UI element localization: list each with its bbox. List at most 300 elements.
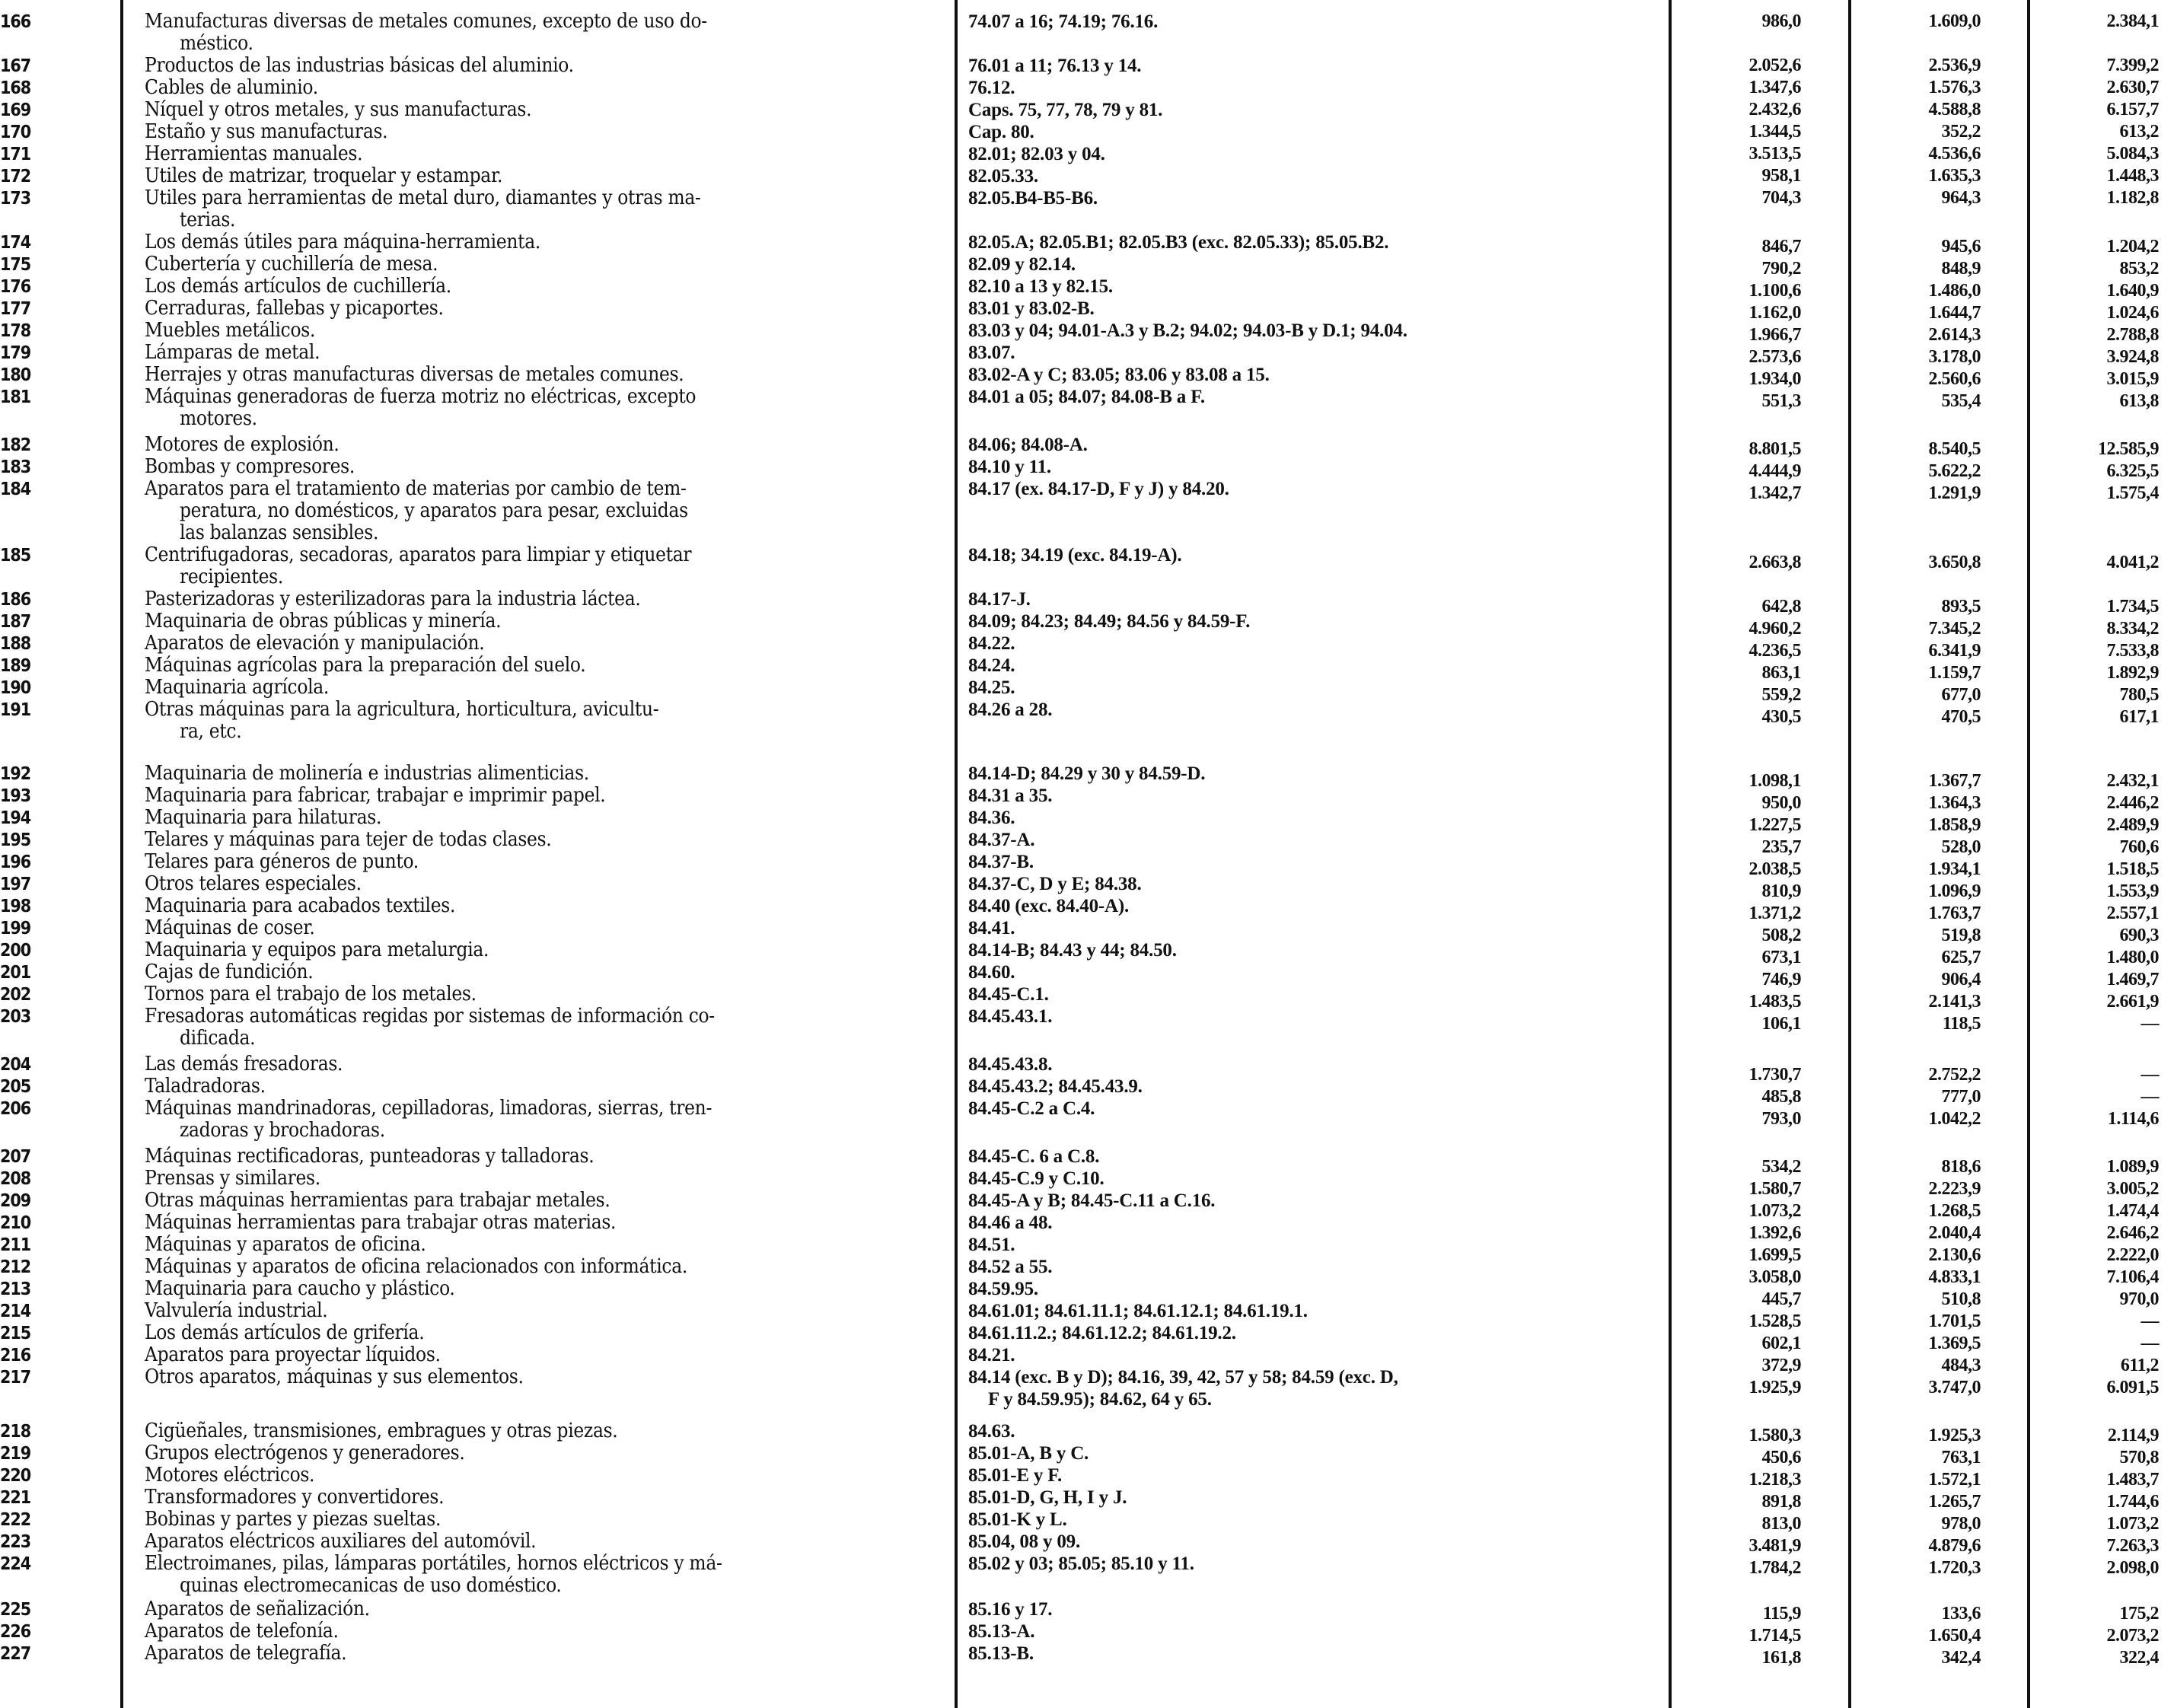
code-line: 84.17-J. — [968, 589, 1031, 610]
row-value-2: 2.752,2 — [1928, 1065, 1981, 1085]
row-value-2: 2.223,9 — [1928, 1179, 1981, 1199]
code-line: F y 84.59.95); 84.62, 64 y 65. — [988, 1389, 1212, 1410]
row-value-3: 1.892,9 — [2106, 663, 2159, 683]
row-description — [145, 231, 940, 253]
row-description — [145, 983, 940, 1005]
row-value-3: 2.489,9 — [2106, 815, 2159, 835]
row-value-1: 3.481,9 — [1748, 1536, 1801, 1556]
row-value-3: 322,4 — [2119, 1648, 2159, 1668]
code-line: 84.31 a 35. — [968, 785, 1053, 806]
row-value-2: 1.572,1 — [1928, 1470, 1981, 1490]
code-line: 84.25. — [968, 677, 1015, 698]
row-tariff-codes — [968, 895, 1653, 917]
row-tariff-codes — [968, 588, 1653, 610]
code-line: 84.51. — [968, 1235, 1015, 1255]
row-value-1: 950,0 — [1761, 793, 1801, 813]
row-value-1: 958,1 — [1761, 166, 1801, 186]
row-value-3: 2.222,0 — [2106, 1245, 2159, 1265]
desc-line: Maquinaria para caucho y plástico. — [145, 1277, 455, 1300]
desc-line: Pasterizadoras y esterilizadoras para la industria láctea. — [145, 588, 641, 610]
code-line: 84.21. — [968, 1345, 1015, 1365]
row-value-3: 1.734,5 — [2106, 597, 2159, 617]
row-value-2: 1.635,3 — [1928, 166, 1981, 186]
row-value-2: 1.934,1 — [1928, 859, 1981, 879]
row-value-3: 617,1 — [2119, 707, 2159, 727]
row-number: 172 — [0, 167, 31, 186]
row-description — [145, 11, 940, 55]
row-value-1: 813,0 — [1761, 1514, 1801, 1534]
row-value-2: 528,0 — [1941, 837, 1981, 857]
row-description — [145, 1005, 940, 1050]
row-value-3: 2.788,8 — [2106, 325, 2159, 345]
row-description — [145, 1366, 940, 1388]
desc-line: Maquinaria de obras públicas y minería. — [145, 610, 502, 633]
row-description — [145, 1420, 940, 1442]
row-number: 207 — [0, 1147, 31, 1167]
row-number: 200 — [0, 941, 31, 961]
row-value-2: 677,0 — [1941, 685, 1981, 705]
desc-line: Aparatos eléctricos auxiliares del automóvil. — [145, 1530, 537, 1553]
row-value-2: 848,9 — [1941, 259, 1981, 279]
row-tariff-codes — [968, 917, 1653, 939]
code-line: 84.17 (ex. 84.17-D, F y J) y 84.20. — [968, 479, 1229, 499]
row-tariff-codes — [968, 1420, 1653, 1442]
row-value-1: 1.699,5 — [1748, 1245, 1801, 1265]
row-tariff-codes — [968, 364, 1653, 386]
row-value-2: 1.701,5 — [1928, 1311, 1981, 1331]
row-value-1: 3.058,0 — [1748, 1267, 1801, 1287]
desc-line: peratura, no domésticos, y aparatos para pesar, excluidas — [180, 499, 688, 522]
row-tariff-codes — [968, 143, 1653, 165]
row-description — [145, 851, 940, 873]
desc-line: Motores eléctricos. — [145, 1464, 315, 1487]
desc-line: Grupos electrógenos y generadores. — [145, 1442, 465, 1464]
row-value-1: 790,2 — [1761, 259, 1801, 279]
row-value-3: 853,2 — [2119, 259, 2159, 279]
code-line: 84.45-C.9 y C.10. — [968, 1168, 1105, 1189]
code-line: 83.07. — [968, 343, 1015, 363]
row-value-2: 1.369,5 — [1928, 1334, 1981, 1353]
row-value-3: 2.557,1 — [2106, 903, 2159, 923]
row-number: 225 — [0, 1600, 31, 1620]
row-value-2: 4.879,6 — [1928, 1536, 1981, 1556]
desc-line: Cigüeñales, transmisiones, embragues y otras piezas. — [145, 1420, 618, 1442]
desc-line: Utiles para herramientas de metal duro, diamantes y otras ma- — [145, 186, 701, 209]
row-number: 197 — [0, 875, 31, 894]
row-tariff-codes — [968, 1098, 1653, 1120]
code-line: 84.22. — [968, 633, 1015, 654]
row-value-3: 611,2 — [2120, 1356, 2159, 1375]
code-line: 84.06; 84.08-A. — [968, 435, 1088, 455]
row-description — [145, 1098, 940, 1142]
row-value-2: 2.040,4 — [1928, 1223, 1981, 1243]
row-value-3: 3.924,8 — [2106, 347, 2159, 367]
row-tariff-codes — [968, 1212, 1653, 1234]
row-value-3: 1.744,6 — [2106, 1492, 2159, 1512]
row-tariff-codes — [968, 633, 1653, 655]
row-value-1: 1.218,3 — [1748, 1470, 1801, 1490]
row-value-2: 352,2 — [1941, 122, 1981, 142]
desc-line: Maquinaria y equipos para metalurgia. — [145, 938, 489, 961]
row-value-2: 5.622,2 — [1928, 461, 1981, 481]
row-number: 202 — [0, 985, 31, 1005]
desc-line: Los demás artículos de grifería. — [145, 1321, 425, 1344]
row-description — [145, 939, 940, 961]
row-tariff-codes — [968, 807, 1653, 829]
row-description — [145, 544, 940, 588]
row-value-1: 891,8 — [1761, 1492, 1801, 1512]
row-value-2: 519,8 — [1941, 926, 1981, 945]
row-tariff-codes — [968, 1190, 1653, 1212]
row-number: 183 — [0, 457, 31, 477]
desc-line: Maquinaria para hilaturas. — [145, 806, 382, 829]
row-number: 216 — [0, 1346, 31, 1365]
row-value-3: 1.469,7 — [2106, 970, 2159, 989]
row-tariff-codes — [968, 342, 1653, 364]
row-description — [145, 1344, 940, 1366]
row-value-1: 602,1 — [1761, 1334, 1801, 1353]
row-number: 177 — [0, 299, 31, 319]
row-number: 188 — [0, 634, 31, 654]
row-tariff-codes — [968, 1366, 1653, 1410]
row-description — [145, 1598, 940, 1620]
row-number: 204 — [0, 1055, 31, 1075]
row-tariff-codes — [968, 939, 1653, 961]
desc-line: Electroimanes, pilas, lámparas portátiles, hornos eléctricos y má- — [145, 1552, 722, 1575]
row-number: 212 — [0, 1257, 31, 1277]
desc-line: Herramientas manuales. — [145, 142, 363, 165]
row-value-3: — — [2141, 1014, 2159, 1034]
row-description — [145, 1442, 940, 1464]
code-line: 84.41. — [968, 918, 1015, 938]
row-value-3: — — [2141, 1087, 2159, 1107]
row-description — [145, 298, 940, 320]
row-value-2: 510,8 — [1941, 1289, 1981, 1309]
desc-line: Máquinas agrícolas para la preparación del suelo. — [145, 654, 586, 677]
row-value-2: 777,0 — [1941, 1087, 1981, 1107]
row-number: 186 — [0, 590, 31, 610]
row-value-3: 4.041,2 — [2106, 553, 2159, 572]
code-line: 84.45.43.8. — [968, 1054, 1053, 1075]
row-description — [145, 1322, 940, 1344]
row-tariff-codes — [968, 253, 1653, 276]
row-value-1: 1.344,5 — [1748, 122, 1801, 142]
row-value-2: 1.576,3 — [1928, 78, 1981, 97]
row-description — [145, 165, 940, 187]
row-value-1: 1.784,2 — [1748, 1558, 1801, 1578]
row-value-1: 986,0 — [1761, 11, 1801, 31]
desc-line: Aparatos de telefonía. — [145, 1620, 339, 1643]
row-number: 170 — [0, 123, 31, 142]
code-line: 84.37-B. — [968, 852, 1034, 872]
row-number: 185 — [0, 546, 31, 566]
row-value-3: 2.646,2 — [2106, 1223, 2159, 1243]
row-tariff-codes — [968, 55, 1653, 77]
row-tariff-codes — [968, 699, 1653, 721]
desc-line: motores. — [180, 407, 257, 430]
row-description — [145, 588, 940, 610]
row-value-2: 4.833,1 — [1928, 1267, 1981, 1287]
code-line: 85.01-K y L. — [968, 1509, 1067, 1530]
row-value-2: 6.341,9 — [1928, 641, 1981, 661]
row-number: 218 — [0, 1422, 31, 1442]
code-line: 84.52 a 55. — [968, 1257, 1053, 1277]
row-description — [145, 1053, 940, 1075]
row-value-2: 2.536,9 — [1928, 56, 1981, 75]
row-description — [145, 121, 940, 143]
row-description — [145, 55, 940, 77]
code-line: 84.45.43.1. — [968, 1006, 1053, 1027]
row-description — [145, 77, 940, 99]
row-number: 199 — [0, 919, 31, 938]
row-value-1: 1.347,6 — [1748, 78, 1801, 97]
code-line: 84.37-C, D y E; 84.38. — [968, 874, 1142, 894]
desc-line: Telares y máquinas para tejer de todas clases. — [145, 828, 552, 851]
row-value-2: 1.367,7 — [1928, 771, 1981, 791]
row-value-3: 6.157,7 — [2106, 100, 2159, 119]
row-description — [145, 364, 940, 386]
row-value-3: 780,5 — [2119, 685, 2159, 705]
row-value-1: 4.444,9 — [1748, 461, 1801, 481]
row-value-2: 3.650,8 — [1928, 553, 1981, 572]
desc-line: Centrifugadoras, secadoras, aparatos para limpiar y etiquetar — [145, 543, 692, 566]
row-value-3: 570,8 — [2119, 1448, 2159, 1467]
row-value-1: 1.580,3 — [1748, 1426, 1801, 1445]
row-number: 179 — [0, 343, 31, 363]
row-value-2: 893,5 — [1941, 597, 1981, 617]
desc-line: Máquinas mandrinadoras, cepilladoras, limadoras, sierras, tren- — [145, 1097, 712, 1120]
row-tariff-codes — [968, 851, 1653, 873]
row-value-1: 551,3 — [1761, 391, 1801, 411]
row-number: 222 — [0, 1510, 31, 1530]
row-value-3: 8.334,2 — [2106, 619, 2159, 639]
row-value-2: 818,6 — [1941, 1157, 1981, 1177]
code-line: 84.14-B; 84.43 y 44; 84.50. — [968, 940, 1177, 961]
row-value-1: 485,8 — [1761, 1087, 1801, 1107]
row-number: 196 — [0, 852, 31, 872]
code-line: 82.09 y 82.14. — [968, 254, 1076, 275]
desc-line: Productos de las industrias básicas del aluminio. — [145, 54, 574, 77]
row-description — [145, 1168, 940, 1190]
code-line: 85.04, 08 y 09. — [968, 1531, 1081, 1552]
row-value-2: 342,4 — [1941, 1648, 1981, 1668]
row-description — [145, 1300, 940, 1322]
code-line: 83.03 y 04; 94.01-A.3 y B.2; 94.02; 94.03-B y D.1; 94.04. — [968, 320, 1407, 341]
code-line: 85.01-E y F. — [968, 1465, 1063, 1486]
row-tariff-codes — [968, 677, 1653, 699]
row-value-1: 2.052,6 — [1748, 56, 1801, 75]
row-value-2: 1.650,4 — [1928, 1626, 1981, 1646]
row-number: 168 — [0, 78, 31, 98]
row-tariff-codes — [968, 121, 1653, 143]
row-value-2: 4.588,8 — [1928, 100, 1981, 119]
row-tariff-codes — [968, 77, 1653, 99]
column-rule-left — [120, 0, 123, 1708]
code-line: 83.02-A y C; 83.05; 83.06 y 83.08 a 15. — [968, 365, 1270, 385]
row-value-2: 978,0 — [1941, 1514, 1981, 1534]
row-description — [145, 785, 940, 807]
row-value-3: 2.661,9 — [2106, 992, 2159, 1012]
row-description — [145, 873, 940, 895]
row-description — [145, 1212, 940, 1234]
code-line: 85.13-A. — [968, 1621, 1035, 1642]
row-value-1: 1.342,7 — [1748, 483, 1801, 503]
row-description — [145, 320, 940, 342]
row-value-1: 1.934,0 — [1748, 369, 1801, 389]
row-description — [145, 1487, 940, 1509]
row-number: 211 — [0, 1235, 31, 1255]
desc-line: Aparatos de telegrafía. — [145, 1642, 347, 1665]
row-value-2: 535,4 — [1941, 391, 1981, 411]
row-value-2: 2.130,6 — [1928, 1245, 1981, 1265]
row-value-1: 1.714,5 — [1748, 1626, 1801, 1646]
row-value-1: 846,7 — [1761, 237, 1801, 257]
row-number: 176 — [0, 277, 31, 297]
row-tariff-codes — [968, 1464, 1653, 1487]
row-value-2: 2.141,3 — [1928, 992, 1981, 1012]
desc-line: zadoras y brochadoras. — [180, 1119, 385, 1142]
row-tariff-codes — [968, 610, 1653, 633]
desc-line: Fresadoras automáticas regidas por sistemas de información co- — [145, 1005, 715, 1028]
code-line: 84.45-C. 6 a C.8. — [968, 1146, 1100, 1167]
code-line: 85.13-B. — [968, 1643, 1034, 1664]
desc-line: recipientes. — [180, 566, 284, 588]
row-description — [145, 917, 940, 939]
row-value-2: 470,5 — [1941, 707, 1981, 727]
row-number: 190 — [0, 678, 31, 698]
row-description — [145, 434, 940, 456]
desc-line: Utiles de matrizar, troquelar y estampar. — [145, 164, 503, 187]
row-description — [145, 961, 940, 983]
row-number: 209 — [0, 1191, 31, 1211]
row-number: 198 — [0, 897, 31, 916]
row-number: 178 — [0, 321, 31, 341]
row-value-2: 4.536,6 — [1928, 144, 1981, 164]
desc-line: Los demás artículos de cuchillería. — [145, 275, 451, 298]
row-value-2: 945,6 — [1941, 237, 1981, 257]
row-value-2: 3.178,0 — [1928, 347, 1981, 367]
row-value-3: 1.448,3 — [2106, 166, 2159, 186]
row-tariff-codes — [968, 434, 1653, 456]
code-line: 84.61.11.2.; 84.61.12.2; 84.61.19.2. — [968, 1323, 1236, 1343]
code-line: 82.05.33. — [968, 166, 1038, 186]
row-value-3: 2.432,1 — [2106, 771, 2159, 791]
code-line: 82.05.B4-B5-B6. — [968, 188, 1098, 209]
row-value-2: 1.265,7 — [1928, 1492, 1981, 1512]
row-value-1: 1.528,5 — [1748, 1311, 1801, 1331]
row-description — [145, 1278, 940, 1300]
row-number: 174 — [0, 233, 31, 253]
row-description — [145, 253, 940, 276]
code-line: 84.45-A y B; 84.45-C.11 a C.16. — [968, 1190, 1216, 1211]
code-line: 84.14-D; 84.29 y 30 y 84.59-D. — [968, 763, 1206, 784]
row-tariff-codes — [968, 1005, 1653, 1028]
code-line: 84.45-C.2 a C.4. — [968, 1098, 1095, 1119]
code-line: 76.12. — [968, 78, 1015, 98]
desc-line: quinas electromecanicas de uso doméstico. — [180, 1574, 562, 1597]
desc-line: Máquinas y aparatos de oficina relacionados con informática. — [145, 1255, 687, 1278]
desc-line: Aparatos de señalización. — [145, 1598, 370, 1620]
row-tariff-codes — [968, 320, 1653, 342]
row-value-1: 1.392,6 — [1748, 1223, 1801, 1243]
row-number: 173 — [0, 189, 31, 209]
row-value-1: 534,2 — [1761, 1157, 1801, 1177]
code-line: 85.01-D, G, H, I y J. — [968, 1487, 1127, 1508]
desc-line: dificada. — [180, 1027, 256, 1050]
row-number: 184 — [0, 480, 31, 499]
row-value-1: 450,6 — [1761, 1448, 1801, 1467]
row-number: 221 — [0, 1488, 31, 1508]
row-number: 224 — [0, 1554, 31, 1574]
row-tariff-codes — [968, 11, 1653, 33]
row-value-2: 1.159,7 — [1928, 663, 1981, 683]
row-tariff-codes — [968, 386, 1653, 408]
desc-line: Cerraduras, fallebas y picaportes. — [145, 297, 444, 320]
code-line: 84.18; 34.19 (exc. 84.19-A). — [968, 545, 1182, 566]
row-value-3: — — [2141, 1334, 2159, 1353]
row-number: 220 — [0, 1466, 31, 1486]
row-number: 215 — [0, 1324, 31, 1343]
row-tariff-codes — [968, 1256, 1653, 1278]
row-value-3: 2.446,2 — [2106, 793, 2159, 813]
row-tariff-codes — [968, 655, 1653, 677]
row-value-1: 4.236,5 — [1748, 641, 1801, 661]
desc-line: terias. — [180, 209, 236, 231]
row-number: 180 — [0, 365, 31, 385]
code-line: 84.14 (exc. B y D); 84.16, 39, 42, 57 y 58; 84.59 (exc. D, — [968, 1367, 1398, 1388]
row-value-1: 863,1 — [1761, 663, 1801, 683]
row-number: 227 — [0, 1644, 31, 1664]
row-value-3: 613,2 — [2119, 122, 2159, 142]
row-tariff-codes — [968, 1442, 1653, 1464]
row-number: 167 — [0, 56, 31, 76]
row-number: 208 — [0, 1169, 31, 1189]
row-value-1: 1.580,7 — [1748, 1179, 1801, 1199]
row-value-3: 760,6 — [2119, 837, 2159, 857]
row-number: 182 — [0, 435, 31, 455]
row-value-3: 1.073,2 — [2106, 1514, 2159, 1534]
row-value-3: 3.015,9 — [2106, 369, 2159, 389]
row-value-3: 2.114,9 — [2107, 1426, 2159, 1445]
row-tariff-codes — [968, 1146, 1653, 1168]
row-description — [145, 1075, 940, 1098]
row-number: 191 — [0, 700, 31, 720]
row-value-1: 559,2 — [1761, 685, 1801, 705]
row-tariff-codes — [968, 1234, 1653, 1256]
desc-line: Maquinaria agrícola. — [145, 676, 330, 699]
row-number: 195 — [0, 830, 31, 850]
row-description — [145, 386, 940, 430]
row-value-1: 704,3 — [1761, 188, 1801, 208]
row-value-3: 6.091,5 — [2106, 1378, 2159, 1397]
row-number: 166 — [0, 12, 31, 32]
row-value-3: 1.182,8 — [2106, 188, 2159, 208]
row-description — [145, 143, 940, 165]
code-line: 85.01-A, B y C. — [968, 1443, 1089, 1464]
row-value-1: 4.960,2 — [1748, 619, 1801, 639]
row-description — [145, 187, 940, 231]
desc-line: méstico. — [180, 32, 253, 55]
row-value-2: 1.720,3 — [1928, 1558, 1981, 1578]
row-tariff-codes — [968, 873, 1653, 895]
row-description — [145, 677, 940, 699]
row-value-2: 8.540,5 — [1928, 439, 1981, 459]
desc-line: Bombas y compresores. — [145, 455, 355, 478]
desc-line: Máquinas de coser. — [145, 916, 315, 939]
row-number: 187 — [0, 612, 31, 632]
row-description — [145, 1234, 940, 1256]
row-value-2: 1.096,9 — [1928, 881, 1981, 901]
